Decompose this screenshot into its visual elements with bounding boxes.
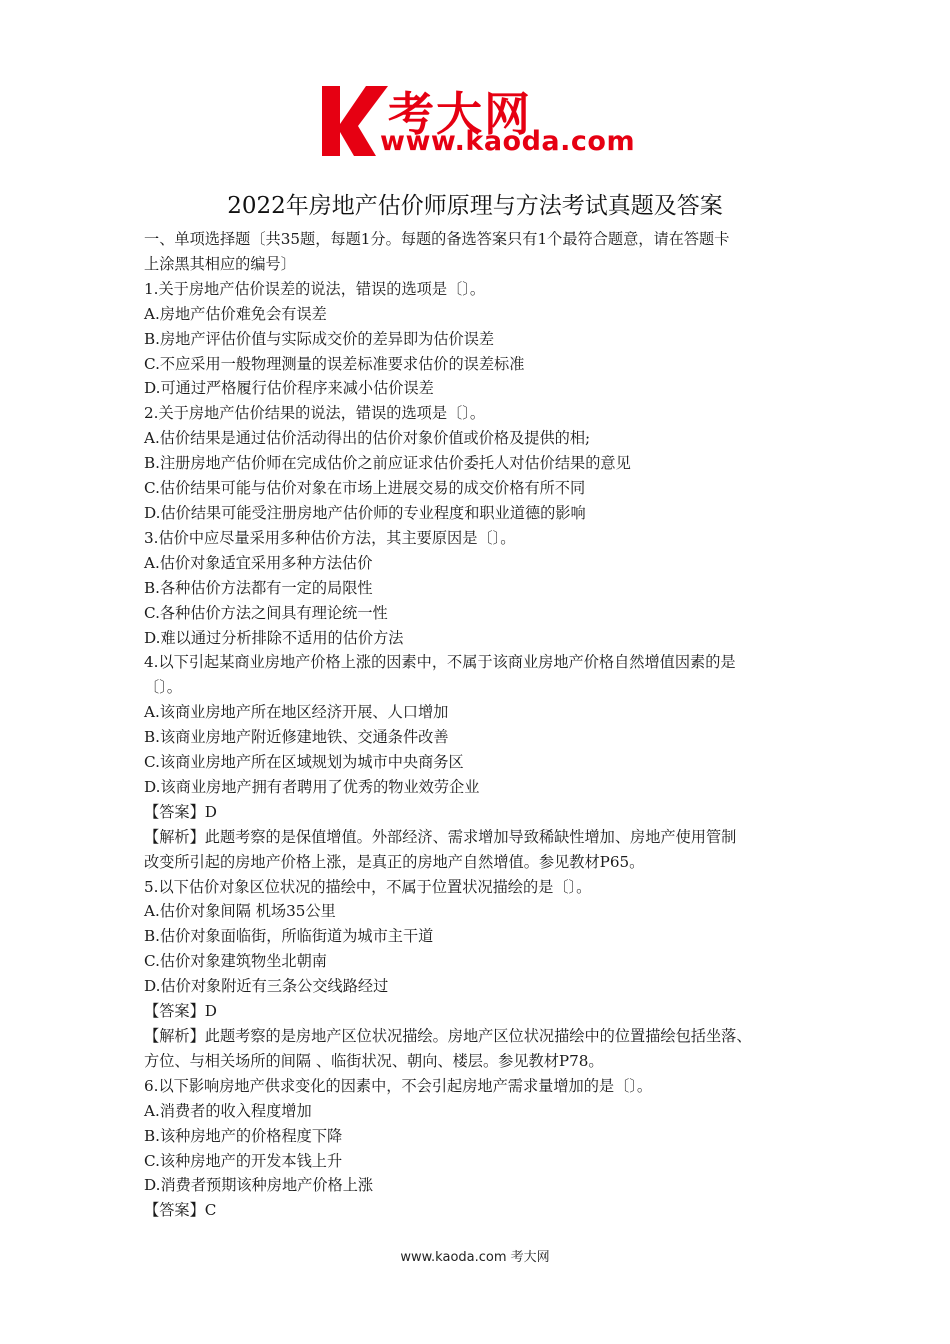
text-line: C.估价结果可能与估价对象在市场上进展交易的成交价格有所不同 bbox=[144, 479, 586, 498]
text-line: D.可通过严格履行估价程序来减小估价误差 bbox=[144, 379, 434, 398]
text-line: A.房地产估价难免会有误差 bbox=[144, 304, 327, 323]
text-line: 方位、与相关场所的间隔 、临街状况、朝向、楼层。参见教材P78。 bbox=[144, 1051, 604, 1070]
text-line: C.估价对象建筑物坐北朝南 bbox=[144, 952, 327, 971]
text-line: 一、单项选择题〔共35题，每题1分。每题的备选答案只有1个最符合题意，请在答题卡 bbox=[144, 230, 730, 248]
text-line: B.估价对象面临街，所临街道为城市主干道 bbox=[144, 927, 434, 946]
document-body bbox=[144, 227, 816, 1223]
text-line: B.房地产评估价值与实际成交价的差异即为估价误差 bbox=[144, 329, 495, 348]
text-line: 【解析】此题考察的是保值增值。外部经济、需求增加导致稀缺性增加、房地产使用管制 bbox=[144, 827, 737, 846]
page-footer: www.kaoda.com 考大网 bbox=[400, 1250, 550, 1265]
document-title: 2022年房地产估价师原理与方法考试真题及答案 bbox=[227, 193, 723, 219]
text-line: C.不应采用一般物理测量的误差标准要求估价的误差标准 bbox=[144, 354, 525, 373]
text-line: D.该商业房地产拥有者聘用了优秀的物业效劳企业 bbox=[144, 777, 480, 796]
text-line: A.消费者的收入程度增加 bbox=[144, 1101, 312, 1120]
text-line: 5.以下估价对象区位状况的描绘中，不属于位置状况描绘的是〔〕。 bbox=[144, 877, 592, 896]
text-line: D.消费者预期该种房地产价格上涨 bbox=[144, 1176, 374, 1195]
text-line: 【解析】此题考察的是房地产区位状况描绘。房地产区位状况描绘中的位置描绘包括坐落、 bbox=[144, 1027, 752, 1045]
text-line: 【答案】C bbox=[144, 1201, 217, 1220]
text-line: B.注册房地产估价师在完成估价之前应证求估价委托人对估价结果的意见 bbox=[144, 454, 631, 473]
text-line: C.该种房地产的开发本钱上升 bbox=[144, 1151, 343, 1170]
logo-chinese-name: 考大网 bbox=[388, 87, 532, 141]
text-line: 改变所引起的房地产价格上涨，是真正的房地产自然增值。参见教材P65。 bbox=[144, 852, 645, 871]
text-line: 3.估价中应尽量采用多种估价方法，其主要原因是〔〕。 bbox=[144, 528, 516, 547]
text-line: 〔〕。 bbox=[144, 678, 182, 697]
text-line: C.各种估价方法之间具有理论统一性 bbox=[144, 603, 388, 622]
kaoda-logo bbox=[318, 82, 638, 160]
text-line: A.估价对象间隔 机场35公里 bbox=[144, 902, 336, 921]
text-line: B.该商业房地产附近修建地铁、交通条件改善 bbox=[144, 728, 449, 747]
text-line: 上涂黑其相应的编号〕 bbox=[144, 254, 296, 273]
text-line: D.难以通过分析排除不适用的估价方法 bbox=[144, 628, 404, 647]
text-line: C.该商业房地产所在区域规划为城市中央商务区 bbox=[144, 753, 464, 772]
text-line: D.估价对象附近有三条公交线路经过 bbox=[144, 977, 389, 996]
text-line: A.估价结果是通过估价活动得出的估价对象价值或价格及提供的相; bbox=[144, 429, 591, 448]
text-line: A.该商业房地产所在地区经济开展、人口增加 bbox=[144, 703, 449, 722]
text-line: 2.关于房地产估价结果的说法，错误的选项是〔〕。 bbox=[144, 404, 486, 423]
text-line: 【答案】D bbox=[144, 1002, 217, 1021]
text-line: 6.以下影响房地产供求变化的因素中，不会引起房地产需求量增加的是〔〕。 bbox=[144, 1076, 653, 1095]
text-line: D.估价结果可能受注册房地产估价师的专业程度和职业道德的影响 bbox=[144, 503, 586, 522]
text-line: 4.以下引起某商业房地产价格上涨的因素中，不属于该商业房地产价格自然增值因素的是 bbox=[144, 653, 736, 672]
text-line: A.估价对象适宜采用多种方法估价 bbox=[144, 553, 373, 572]
text-line: 1.关于房地产估价误差的说法，错误的选项是〔〕。 bbox=[144, 279, 486, 298]
logo-url: www.kaoda.com bbox=[380, 126, 636, 157]
text-line: 【答案】D bbox=[144, 802, 217, 821]
text-line: B.各种估价方法都有一定的局限性 bbox=[144, 578, 373, 597]
text-line: B.该种房地产的价格程度下降 bbox=[144, 1126, 343, 1145]
